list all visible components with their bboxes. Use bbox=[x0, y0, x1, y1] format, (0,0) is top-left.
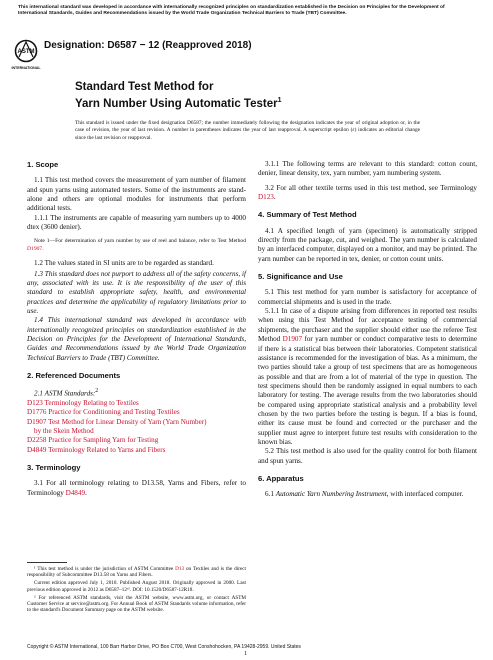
page-number: 1 bbox=[244, 651, 247, 657]
paragraph-1-4: 1.4 This international standard was developed in accordance with internationally recognized principles on standardization established in the Decision on Principles for the Development of International Standards, Guides and Recommendations issued by the World Trade Organization Technical Barriers to Trade (TBT) Committee. bbox=[27, 316, 246, 362]
ref-item-continuation: by the Skein Method bbox=[34, 427, 94, 436]
paragraph-3-1-1: 3.1.1 The following terms are relevant to this standard: cotton count, denier, linear density, tex, yarn number, yarn numbering system. bbox=[258, 160, 477, 178]
international-standard-notice: This international standard was developed in accordance with internationally recognized principles on standardization established in the Decision on Principles for the Development of International Standards, Guides and Recommendations issued by the World Trade Organization Technical Barriers to Trade (TBT) Committee. bbox=[18, 5, 445, 17]
ref-item: D2258 Practice for Sampling Yarn for Testing bbox=[27, 436, 159, 445]
right-column bbox=[258, 160, 477, 500]
referenced-documents-list bbox=[27, 399, 246, 455]
ref-link-d4849[interactable]: D4849 bbox=[65, 488, 86, 497]
footnote-divider bbox=[27, 562, 67, 563]
svg-text:ASTM: ASTM bbox=[17, 49, 35, 55]
ref-link-d13[interactable]: D13 bbox=[175, 566, 185, 572]
paragraph-1-2: 1.2 The values stated in SI units are to be regarded as standard. bbox=[34, 259, 214, 268]
section-heading-summary: 4. Summary of Test Method bbox=[258, 210, 357, 220]
note-1: Note 1—For determination of yarn number by use of reel and balance, refer to Test Method D1907. bbox=[27, 238, 246, 252]
title-footnote-marker: 1 bbox=[277, 97, 282, 104]
ref-link-d4849[interactable]: D4849 bbox=[27, 445, 47, 454]
paragraph-3-2: 3.2 For all other textile terms used in this test method, see Terminology D123. bbox=[258, 183, 477, 202]
title-line-2: Yarn Number Using Automatic Tester$^1$ bbox=[75, 97, 282, 110]
ref-link-d123[interactable]: D123 bbox=[258, 193, 274, 202]
section-heading-apparatus: 6. Apparatus bbox=[258, 473, 304, 483]
footnote-2: ² For referenced ASTM standards, visit the ASTM website, www.astm.org, or contact ASTM Customer Service at service@astm.org. For Annual Book of ASTM Standards volume information, refer to the standard's Document Summary page on the ASTM website. bbox=[27, 594, 246, 614]
paragraph-2-1: 2.1 ASTM Standards:$^2$ bbox=[34, 388, 99, 398]
left-column bbox=[27, 160, 246, 498]
paragraph-6-1: 6.1 Automatic Yarn Numbering Instrument, with interfaced computer. bbox=[265, 490, 464, 499]
section-heading-scope: 1. Scope bbox=[27, 160, 59, 169]
ref-link-d2258[interactable]: D2258 bbox=[27, 436, 47, 445]
paragraph-1-1-1: 1.1.1 The instruments are capable of measuring yarn numbers up to 4000 dtex (3600 denier). bbox=[27, 213, 246, 232]
footnote-1-edition: Current edition approved July 1, 2018. Published August 2018. Originally approved in 2000. Last previous edition approved in 2012 as D6587–12ᵋ¹. DOI: 10.1520/D6587-12R18. bbox=[27, 580, 246, 593]
ref-link-d1907[interactable]: D1907 bbox=[282, 335, 303, 344]
astm-logo bbox=[11, 38, 41, 72]
ref-item: D1776 Practice for Conditioning and Testing Textiles bbox=[27, 408, 180, 417]
section-heading-referenced-documents: 2. Referenced Documents bbox=[27, 371, 121, 380]
paragraph-1-1: 1.1 This test method covers the measurement of yarn number of filament and spun yarns using automated testers. Some of the instruments are stand-alone and others are optional modules for instruments that perform additional tests. bbox=[27, 176, 246, 213]
ref-link-d123[interactable]: D123 bbox=[27, 399, 43, 408]
ref-link-d1776[interactable]: D1776 bbox=[27, 408, 47, 417]
paragraph-4-1: 4.1 A specified length of yarn (specimen) is automatically stripped directly from the package, cut, and weighed. The yarn number is calculated by an interfaced computer, displayed on a monitor, and may be printed. The yarn number can be reported in tex, denier, or cotton count units. bbox=[258, 226, 477, 263]
footnote-1: ¹ This test method is under the jurisdiction of ASTM Committee D13 on Textiles and is the direct responsibility of Subcommittee D13.58 on Yarns and Fibers. bbox=[27, 566, 246, 579]
copyright-notice: Copyright © ASTM International, 100 Barr Harbor Drive, PO Box C700, West Conshohocken, PA 19428-2959. United States bbox=[27, 644, 301, 650]
footnotes bbox=[27, 566, 246, 615]
paragraph-5-1-1: 5.1.1 In case of a dispute arising from differences in reported test results when using this Test Method for acceptance testing of commercial shipments, the purchaser and the supplier should either use the referee Test Method D1907 for yarn number or conduct comparative tests to determine if there is a statistical bias between their laboratories. Competent statistical assistance is recommended for the investigation of bias. As a minimum, the two parties should take a group of test specimens that are as homogeneous as possible and that are from a lot of material of the type in question. The test specimens should then be randomly assigned in equal numbers to each laboratory for testing. The average results from the two laboratories should be compared using appropriate statistical analysis and a probability level chosen by the two parties before the testing is begun. If a bias is found, either its cause must be found and corrected or the purchaser and the supplier must agree to interpret future test results with consideration to the known bias. bbox=[258, 307, 478, 446]
section-heading-terminology: 3. Terminology bbox=[27, 463, 81, 473]
paragraph-5-1: 5.1 This test method for yarn number is satisfactory for acceptance of commercial shipments and is used in the trade. bbox=[258, 288, 477, 306]
ref-item: D4849 Terminology Related to Yarns and Fibers bbox=[27, 445, 166, 454]
paragraph-5-2: 5.2 This test method is also used for the quality control for both filament and spun yarns. bbox=[258, 447, 477, 465]
ref-item: D123 Terminology Relating to Textiles bbox=[27, 399, 139, 408]
paragraph-1-3: 1.3 This standard does not purport to address all of the safety concerns, if any, associated with its use. It is the responsibility of the user of this standard to establish appropriate safety, health, and environmental practices and determine the applicability of regulatory limitations prior to use. bbox=[27, 269, 246, 315]
section-heading-significance: 5. Significance and Use bbox=[258, 272, 343, 282]
paragraph-3-1: 3.1 For all terminology relating to D13.58, Yarns and Fibers, refer to Terminology D4849. bbox=[27, 479, 246, 497]
document-title bbox=[75, 81, 281, 111]
issuance-statement: This standard is issued under the fixed designation D6587; the number immediately following the designation indicates the year of original adoption or, in the case of revision, the year of last revision. A number in parentheses indicates the year of last reapproval. A superscript epsilon (ε) indicates an editorial change since the last revision or reapproval. bbox=[75, 120, 420, 141]
designation: Designation: D6587 − 12 (Reapproved 2018) bbox=[44, 40, 252, 51]
ref-link-d1907[interactable]: D1907 bbox=[27, 417, 47, 426]
ref-item: D1907 Test Method for Linear Density of Yarn (Yarn Number) bbox=[27, 417, 207, 426]
ref-link-d1907[interactable]: D1907 bbox=[27, 245, 43, 252]
logo-wordmark: INTERNATIONAL bbox=[11, 66, 41, 70]
title-line-1: Standard Test Method for bbox=[75, 81, 214, 93]
